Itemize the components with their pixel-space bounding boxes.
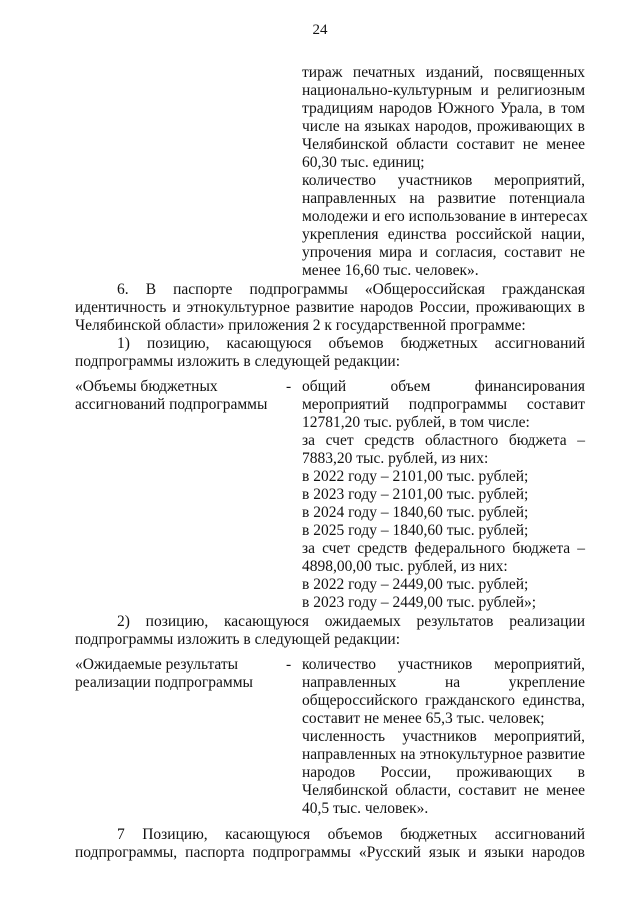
- table1-right-line: 4898,00,00 тыс. рублей, из них:: [302, 558, 508, 575]
- table1-right-line: в 2023 году – 2101,00 тыс. рублей;: [302, 486, 529, 503]
- table1-right-line: за счет средств федерального бюджета –: [302, 540, 585, 557]
- table2-right-line: народов России, проживающих в: [302, 764, 585, 781]
- table1-left-label: ассигнований подпрограммы: [75, 396, 268, 413]
- block1-line: 60,30 тыс. единиц;: [302, 154, 425, 171]
- table2-right-line: направленных на укрепление: [302, 674, 585, 691]
- block1-line: тираж печатных изданий, посвященных: [302, 64, 585, 81]
- block1-line: упрочения мира и согласия, составит не: [302, 244, 585, 261]
- table1-left-label: «Объемы бюджетных: [75, 378, 218, 395]
- table1-right-line: общий объем финансирования: [302, 378, 585, 395]
- table1-right-line: 7883,20 тыс. рублей, из них:: [302, 450, 489, 467]
- table1-right-line: за счет средств областного бюджета –: [302, 432, 585, 449]
- block1-line: количество участников мероприятий,: [302, 172, 585, 189]
- para6-line: Челябинской области» приложения 2 к государственной программе:: [75, 317, 526, 334]
- item2-line: 2) позицию, касающуюся ожидаемых результатов реализации: [117, 613, 585, 630]
- item1-line: подпрограммы изложить в следующей редакции:: [75, 353, 401, 370]
- block1-line: менее 16,60 тыс. человек».: [302, 262, 479, 279]
- table2-left-label: реализации подпрограммы: [75, 674, 253, 691]
- block1-line: числе на языках народов, проживающих в: [302, 118, 585, 135]
- block1-line: направленных на развитие потенциала: [302, 190, 585, 207]
- table1-right-line: 12781,20 тыс. рублей, в том числе:: [302, 414, 530, 431]
- block1-line: молодежи и его использование в интересах: [302, 208, 588, 225]
- table1-right-line: в 2022 году – 2101,00 тыс. рублей;: [302, 468, 529, 485]
- table2-right-line: составит не менее 65,3 тыс. человек;: [302, 710, 545, 727]
- para7-line: подпрограммы, паспорта подпрограммы «Русский язык и языки народов: [75, 844, 585, 861]
- para7-line: 7 Позицию, касающуюся объемов бюджетных ассигнований: [117, 826, 585, 843]
- item1-line: 1) позицию, касающуюся объемов бюджетных ассигнований: [117, 335, 585, 352]
- table1-right-line: в 2024 году – 1840,60 тыс. рублей;: [302, 504, 529, 521]
- block1-line: укрепления единства российской нации,: [302, 226, 585, 243]
- page-number: 24: [312, 22, 328, 38]
- table1-right-line: мероприятий подпрограммы составит: [302, 396, 585, 413]
- table2-right-line: численность участников мероприятий,: [302, 728, 585, 745]
- table2-right-line: Челябинской области, составит не менее: [302, 782, 585, 799]
- table2-right-line: направленных на этнокультурное развитие: [302, 746, 585, 763]
- item2-line: подпрограммы изложить в следующей редакции:: [75, 631, 401, 648]
- table2-right-line: количество участников мероприятий,: [302, 656, 585, 673]
- table2-right-line: 40,5 тыс. человек».: [302, 800, 429, 817]
- table1-right-line: в 2022 году – 2449,00 тыс. рублей;: [302, 576, 529, 593]
- block1-line: традициям народов Южного Урала, в том: [302, 100, 585, 117]
- table2-left-label: «Ожидаемые результаты: [75, 656, 239, 673]
- table2-dash: -: [286, 656, 292, 673]
- para6-line: идентичность и этнокультурное развитие народов России, проживающих в: [75, 299, 585, 316]
- table1-right-line: в 2025 году – 1840,60 тыс. рублей;: [302, 522, 529, 539]
- block1-line: Челябинской области составит не менее: [302, 136, 585, 153]
- block1-line: национально-культурным и религиозным: [302, 82, 585, 99]
- table1-right-line: в 2023 году – 2449,00 тыс. рублей»;: [302, 594, 537, 611]
- table1-dash: -: [286, 378, 292, 395]
- para6-line: 6. В паспорте подпрограммы «Общероссийская гражданская: [117, 281, 585, 298]
- table2-right-line: общероссийского гражданского единства,: [302, 692, 585, 709]
